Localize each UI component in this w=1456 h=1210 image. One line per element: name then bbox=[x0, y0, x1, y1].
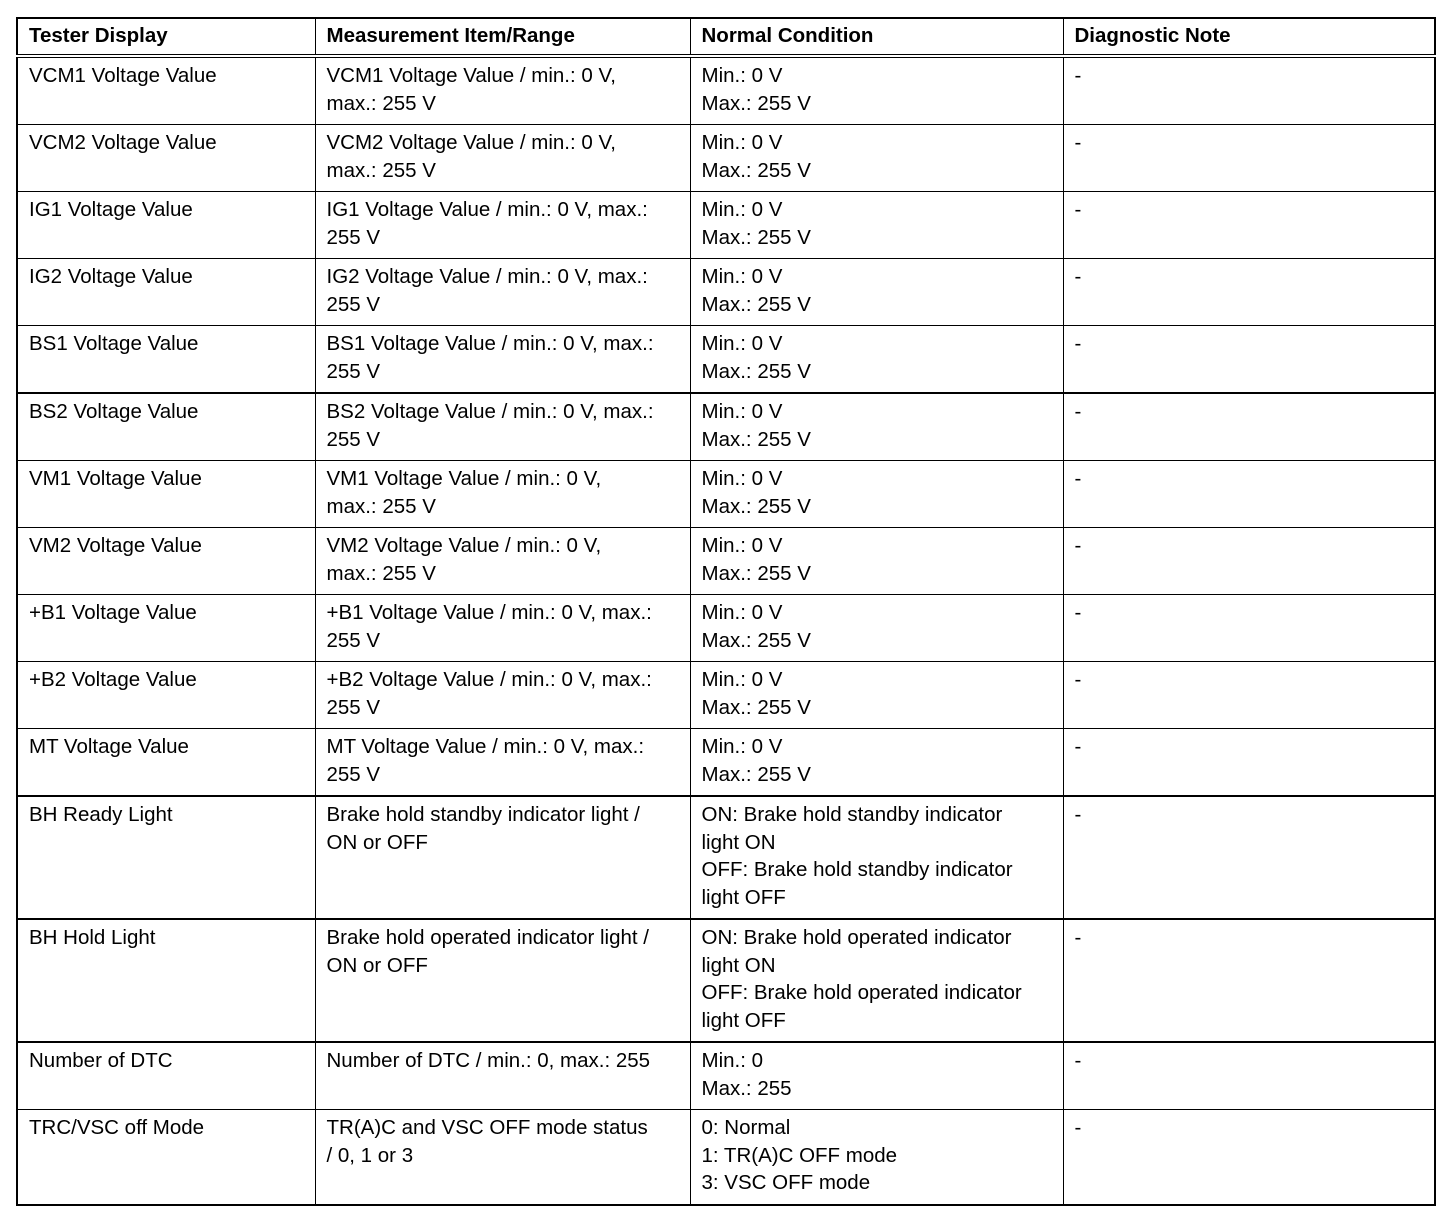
measurement-line: max.: 255 V bbox=[326, 91, 436, 115]
measurement-line: 255 V bbox=[326, 762, 381, 786]
table-row bbox=[17, 528, 1435, 595]
table-row bbox=[17, 192, 1435, 259]
measurement-line: Number of DTC / min.: 0, max.: 255 bbox=[326, 1049, 651, 1072]
table-row bbox=[17, 595, 1435, 662]
measurement-line: Brake hold operated indicator light / bbox=[326, 926, 650, 949]
normal-line: Max.: 255 V bbox=[701, 695, 811, 719]
normal-condition-cell bbox=[690, 1042, 1063, 1110]
measurement-line: VM2 Voltage Value / min.: 0 V, bbox=[326, 534, 602, 557]
tester-display-cell: VM1 Voltage Value bbox=[17, 461, 315, 528]
normal-line: Max.: 255 V bbox=[701, 91, 811, 115]
diagnostic-note-cell: - bbox=[1063, 796, 1435, 919]
tester-display-cell: VCM1 Voltage Value bbox=[17, 56, 315, 125]
normal-condition-cell bbox=[690, 662, 1063, 729]
measurement-line: VCM2 Voltage Value / min.: 0 V, bbox=[326, 131, 616, 154]
tester-display-cell: +B2 Voltage Value bbox=[17, 662, 315, 729]
normal-line: Max.: 255 V bbox=[701, 494, 811, 518]
normal-line: light ON bbox=[701, 830, 776, 854]
measurement-line: VM1 Voltage Value / min.: 0 V, bbox=[326, 467, 602, 490]
normal-line: Min.: 0 V bbox=[701, 64, 783, 87]
tester-display-cell: BS1 Voltage Value bbox=[17, 326, 315, 394]
table-row bbox=[17, 56, 1435, 125]
table-row bbox=[17, 393, 1435, 461]
measurement-line: ON or OFF bbox=[326, 830, 428, 854]
table-row bbox=[17, 662, 1435, 729]
tester-display-cell: IG1 Voltage Value bbox=[17, 192, 315, 259]
tester-display-cell: BS2 Voltage Value bbox=[17, 393, 315, 461]
normal-condition-cell bbox=[690, 125, 1063, 192]
normal-condition-cell bbox=[690, 796, 1063, 919]
normal-line: Min.: 0 V bbox=[701, 400, 783, 423]
measurement-line: 255 V bbox=[326, 292, 381, 316]
normal-line: Min.: 0 V bbox=[701, 668, 783, 691]
normal-condition-cell bbox=[690, 595, 1063, 662]
measurement-cell bbox=[315, 729, 690, 797]
normal-line: Max.: 255 V bbox=[701, 628, 811, 652]
normal-line: Max.: 255 bbox=[701, 1076, 792, 1100]
measurement-cell bbox=[315, 461, 690, 528]
measurement-cell bbox=[315, 919, 690, 1042]
tester-display-cell: +B1 Voltage Value bbox=[17, 595, 315, 662]
normal-line: Min.: 0 V bbox=[701, 735, 783, 758]
normal-line: ON: Brake hold operated indicator bbox=[701, 926, 1012, 949]
normal-condition-cell bbox=[690, 1110, 1063, 1206]
measurement-line: IG1 Voltage Value / min.: 0 V, max.: bbox=[326, 198, 648, 221]
table-row bbox=[17, 796, 1435, 919]
measurement-line: IG2 Voltage Value / min.: 0 V, max.: bbox=[326, 265, 648, 288]
measurement-line: max.: 255 V bbox=[326, 561, 436, 585]
measurement-line: 255 V bbox=[326, 695, 381, 719]
table-row bbox=[17, 259, 1435, 326]
normal-condition-cell bbox=[690, 56, 1063, 125]
normal-line: ON: Brake hold standby indicator bbox=[701, 803, 1003, 826]
measurement-line: ON or OFF bbox=[326, 953, 428, 977]
diagnostic-note-cell: - bbox=[1063, 595, 1435, 662]
diagnostic-note-cell: - bbox=[1063, 1042, 1435, 1110]
measurement-line: 255 V bbox=[326, 225, 381, 249]
normal-condition-cell bbox=[690, 461, 1063, 528]
measurement-line: TR(A)C and VSC OFF mode status bbox=[326, 1116, 648, 1139]
tester-display-cell: IG2 Voltage Value bbox=[17, 259, 315, 326]
normal-line: Max.: 255 V bbox=[701, 225, 811, 249]
header-tester-display: Tester Display bbox=[17, 18, 315, 56]
measurement-cell bbox=[315, 192, 690, 259]
diagnostic-note-cell: - bbox=[1063, 729, 1435, 797]
measurement-cell bbox=[315, 326, 690, 394]
normal-line: Max.: 255 V bbox=[701, 292, 811, 316]
normal-line: OFF: Brake hold operated indicator bbox=[701, 981, 1022, 1004]
normal-line: Max.: 255 V bbox=[701, 427, 811, 451]
measurement-line: / 0, 1 or 3 bbox=[326, 1143, 414, 1167]
measurement-line: BS1 Voltage Value / min.: 0 V, max.: bbox=[326, 332, 654, 355]
normal-line: Min.: 0 bbox=[701, 1049, 764, 1072]
diagnostic-note-cell: - bbox=[1063, 1110, 1435, 1206]
normal-condition-cell bbox=[690, 729, 1063, 797]
normal-line: Min.: 0 V bbox=[701, 601, 783, 624]
normal-line: Max.: 255 V bbox=[701, 158, 811, 182]
measurement-cell bbox=[315, 595, 690, 662]
table-row bbox=[17, 125, 1435, 192]
tester-display-cell: VM2 Voltage Value bbox=[17, 528, 315, 595]
measurement-line: max.: 255 V bbox=[326, 158, 436, 182]
header-row bbox=[17, 18, 1435, 56]
normal-line: Min.: 0 V bbox=[701, 534, 783, 557]
normal-line: Max.: 255 V bbox=[701, 359, 811, 383]
normal-condition-cell bbox=[690, 919, 1063, 1042]
normal-line: light OFF bbox=[701, 885, 786, 909]
table-row bbox=[17, 1110, 1435, 1206]
measurement-line: max.: 255 V bbox=[326, 494, 436, 518]
diagnostic-note-cell: - bbox=[1063, 461, 1435, 528]
measurement-line: +B1 Voltage Value / min.: 0 V, max.: bbox=[326, 601, 652, 624]
tester-display-cell: BH Ready Light bbox=[17, 796, 315, 919]
measurement-line: VCM1 Voltage Value / min.: 0 V, bbox=[326, 64, 616, 87]
normal-line: light OFF bbox=[701, 1008, 786, 1032]
measurement-cell bbox=[315, 662, 690, 729]
measurement-cell bbox=[315, 259, 690, 326]
measurement-cell bbox=[315, 1110, 690, 1206]
normal-condition-cell bbox=[690, 259, 1063, 326]
data-list-table bbox=[16, 17, 1436, 1206]
diagnostic-note-cell: - bbox=[1063, 919, 1435, 1042]
normal-line: Min.: 0 V bbox=[701, 265, 783, 288]
table-row bbox=[17, 919, 1435, 1042]
measurement-cell bbox=[315, 56, 690, 125]
measurement-line: Brake hold standby indicator light / bbox=[326, 803, 640, 826]
measurement-line: +B2 Voltage Value / min.: 0 V, max.: bbox=[326, 668, 652, 691]
table-row bbox=[17, 1042, 1435, 1110]
measurement-line: BS2 Voltage Value / min.: 0 V, max.: bbox=[326, 400, 654, 423]
normal-line: 0: Normal bbox=[701, 1116, 791, 1139]
tester-display-cell: TRC/VSC off Mode bbox=[17, 1110, 315, 1206]
diagnostic-note-cell: - bbox=[1063, 393, 1435, 461]
header-normal-condition: Normal Condition bbox=[690, 18, 1063, 56]
table-row bbox=[17, 326, 1435, 394]
normal-line: light ON bbox=[701, 953, 776, 977]
normal-line: Min.: 0 V bbox=[701, 198, 783, 221]
table-row bbox=[17, 729, 1435, 797]
normal-condition-cell bbox=[690, 326, 1063, 394]
diagnostic-note-cell: - bbox=[1063, 662, 1435, 729]
diagnostic-note-cell: - bbox=[1063, 528, 1435, 595]
header-diagnostic-note: Diagnostic Note bbox=[1063, 18, 1435, 56]
diagnostic-note-cell: - bbox=[1063, 125, 1435, 192]
measurement-cell bbox=[315, 393, 690, 461]
normal-line: 3: VSC OFF mode bbox=[701, 1171, 871, 1194]
tester-display-cell: MT Voltage Value bbox=[17, 729, 315, 797]
header-measurement-item-range: Measurement Item/Range bbox=[315, 18, 690, 56]
diagnostic-note-cell: - bbox=[1063, 259, 1435, 326]
measurement-cell bbox=[315, 528, 690, 595]
tester-display-cell: VCM2 Voltage Value bbox=[17, 125, 315, 192]
normal-line: Min.: 0 V bbox=[701, 332, 783, 355]
normal-condition-cell bbox=[690, 528, 1063, 595]
diagnostic-note-cell: - bbox=[1063, 192, 1435, 259]
measurement-cell bbox=[315, 1042, 690, 1110]
measurement-cell bbox=[315, 125, 690, 192]
normal-condition-cell bbox=[690, 393, 1063, 461]
normal-condition-cell bbox=[690, 192, 1063, 259]
normal-line: Min.: 0 V bbox=[701, 131, 783, 154]
normal-line: Max.: 255 V bbox=[701, 762, 811, 786]
measurement-line: 255 V bbox=[326, 427, 381, 451]
diagnostic-note-cell: - bbox=[1063, 326, 1435, 394]
normal-line: 1: TR(A)C OFF mode bbox=[701, 1143, 898, 1167]
normal-line: OFF: Brake hold standby indicator bbox=[701, 858, 1013, 881]
diagnostic-note-cell: - bbox=[1063, 56, 1435, 125]
measurement-cell bbox=[315, 796, 690, 919]
measurement-line: 255 V bbox=[326, 359, 381, 383]
normal-line: Min.: 0 V bbox=[701, 467, 783, 490]
table-row bbox=[17, 461, 1435, 528]
tester-display-cell: Number of DTC bbox=[17, 1042, 315, 1110]
tester-display-cell: BH Hold Light bbox=[17, 919, 315, 1042]
normal-line: Max.: 255 V bbox=[701, 561, 811, 585]
measurement-line: MT Voltage Value / min.: 0 V, max.: bbox=[326, 735, 645, 758]
measurement-line: 255 V bbox=[326, 628, 381, 652]
